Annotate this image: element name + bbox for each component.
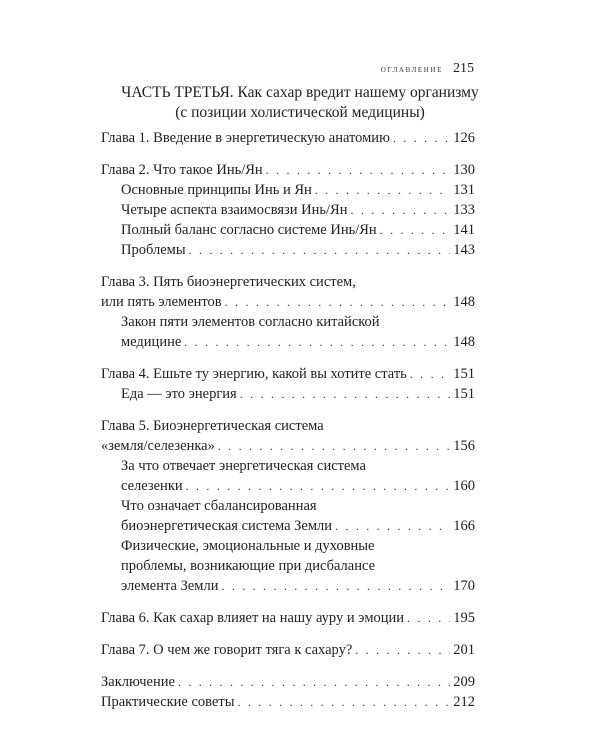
toc-entry-page: 151: [453, 366, 475, 382]
toc-entry-practical-tips[interactable]: [101, 692, 475, 712]
part-title-line-1: ЧАСТЬ ТРЕТЬЯ. Как сахар вредит нашему организму: [121, 84, 479, 101]
toc-entry-page: 141: [453, 222, 475, 238]
toc-entry-four-aspects[interactable]: [101, 200, 475, 220]
toc-entry-page: 151: [453, 386, 475, 402]
toc-entry-page: 195: [453, 610, 475, 626]
dot-leader: [178, 672, 450, 692]
toc-entry-title: Полный баланс согласно системе Инь/Ян: [121, 222, 377, 238]
toc-entry-page: 160: [453, 478, 475, 494]
toc-entry-chapter-4[interactable]: [101, 364, 475, 384]
dot-leader: [266, 160, 451, 180]
dot-leader: [189, 240, 451, 260]
toc-entry-page: 212: [453, 694, 475, 710]
dot-leader: [335, 516, 450, 536]
dot-leader: [355, 640, 450, 660]
toc-entry-title: Глава 7. О чем же говорит тяга к сахару?: [101, 642, 353, 658]
toc-entry-title: Проблемы: [121, 242, 186, 258]
toc-entry-title-line: Глава 5. Биоэнергетическая система: [101, 418, 324, 434]
part-title: [118, 83, 482, 123]
toc-entry-chapter-6[interactable]: [101, 608, 475, 628]
dot-leader: [218, 436, 450, 456]
running-head-section: оглавление: [380, 65, 443, 75]
dot-leader: [410, 364, 450, 384]
toc-entry-chapter-1[interactable]: [101, 128, 475, 148]
toc-entry-problems[interactable]: [101, 240, 475, 260]
toc-entry-food-is-energy[interactable]: [101, 384, 475, 404]
toc-entry-balanced-earth[interactable]: [101, 496, 475, 536]
toc-entry-title: Практические советы: [101, 694, 235, 710]
toc-entry-title: или пять элементов: [101, 294, 222, 310]
toc-entry-page: 170: [453, 578, 475, 594]
toc-entry-full-balance[interactable]: [101, 220, 475, 240]
dot-leader: [380, 220, 451, 240]
toc-entry-title: Глава 2. Что такое Инь/Ян: [101, 162, 263, 178]
toc-entry-page: 166: [453, 518, 475, 534]
dot-leader: [186, 476, 451, 496]
running-head: [381, 61, 474, 77]
dot-leader: [237, 692, 450, 712]
toc-entry-page: 126: [453, 130, 475, 146]
dot-leader: [393, 128, 450, 148]
dot-leader: [225, 292, 451, 312]
dot-leader: [350, 200, 450, 220]
toc-entry-chapter-7[interactable]: [101, 640, 475, 660]
toc-entry-title: Основные принципы Инь и Ян: [121, 182, 312, 198]
page-number: 215: [453, 61, 474, 76]
dot-leader: [407, 608, 450, 628]
toc-entry-page: 130: [453, 162, 475, 178]
toc-entry-title-line: проблемы, возникающие при дисбалансе: [121, 558, 376, 574]
toc-entry-chapter-3[interactable]: [101, 272, 475, 312]
toc-entry-title-line: За что отвечает энергетическая система: [121, 458, 366, 474]
toc-entry-title: биоэнергетическая система Земли: [121, 518, 333, 534]
toc-entry-page: 133: [453, 202, 475, 218]
toc-entry-title: Глава 4. Ешьте ту энергию, какой вы хотите стать: [101, 366, 407, 382]
toc-entry-title: медицине: [121, 334, 182, 350]
toc-entry-title: элемента Земли: [121, 578, 219, 594]
dot-leader: [315, 180, 450, 200]
toc-entry-earth-imbalance[interactable]: [101, 536, 475, 596]
toc-entry-title: Четыре аспекта взаимосвязи Инь/Ян: [121, 202, 348, 218]
toc-entry-title: «земля/селезенка»: [101, 438, 215, 454]
toc-entry-spleen-system[interactable]: [101, 456, 475, 496]
toc-entry-page: 201: [453, 642, 475, 658]
toc-entry-title-line: Глава 3. Пять биоэнергетических систем,: [101, 274, 356, 290]
toc-entry-page: 148: [453, 334, 475, 350]
dot-leader: [221, 576, 450, 596]
toc-entry-page: 148: [453, 294, 475, 310]
toc-entry-title-line: Физические, эмоциональные и духовные: [121, 538, 375, 554]
toc-entry-five-elements-law[interactable]: [101, 312, 475, 352]
dot-leader: [240, 384, 451, 404]
toc-entry-conclusion[interactable]: [101, 672, 475, 692]
toc-entry-page: 156: [453, 438, 475, 454]
toc-entry-title: Глава 1. Введение в энергетическую анатомию: [101, 130, 390, 146]
dot-leader: [184, 332, 450, 352]
toc-entry-title-line: Что означает сбалансированная: [121, 498, 317, 514]
toc-entry-page: 209: [453, 674, 475, 690]
toc-entry-yin-yang-principles[interactable]: [101, 180, 475, 200]
toc-entry-chapter-5[interactable]: [101, 416, 475, 456]
toc-entry-title: Заключение: [101, 674, 175, 690]
toc-entry-page: 143: [453, 242, 475, 258]
toc-entry-chapter-2[interactable]: [101, 160, 475, 180]
toc-entry-page: 131: [453, 182, 475, 198]
table-of-contents: [101, 128, 475, 712]
toc-entry-title: Еда — это энергия: [121, 386, 237, 402]
part-title-line-2: (с позиции холистической медицины): [175, 104, 425, 121]
toc-entry-title: селезенки: [121, 478, 183, 494]
toc-entry-title-line: Закон пяти элементов согласно китайской: [121, 314, 380, 330]
toc-entry-title: Глава 6. Как сахар влияет на нашу ауру и эмоции: [101, 610, 405, 626]
